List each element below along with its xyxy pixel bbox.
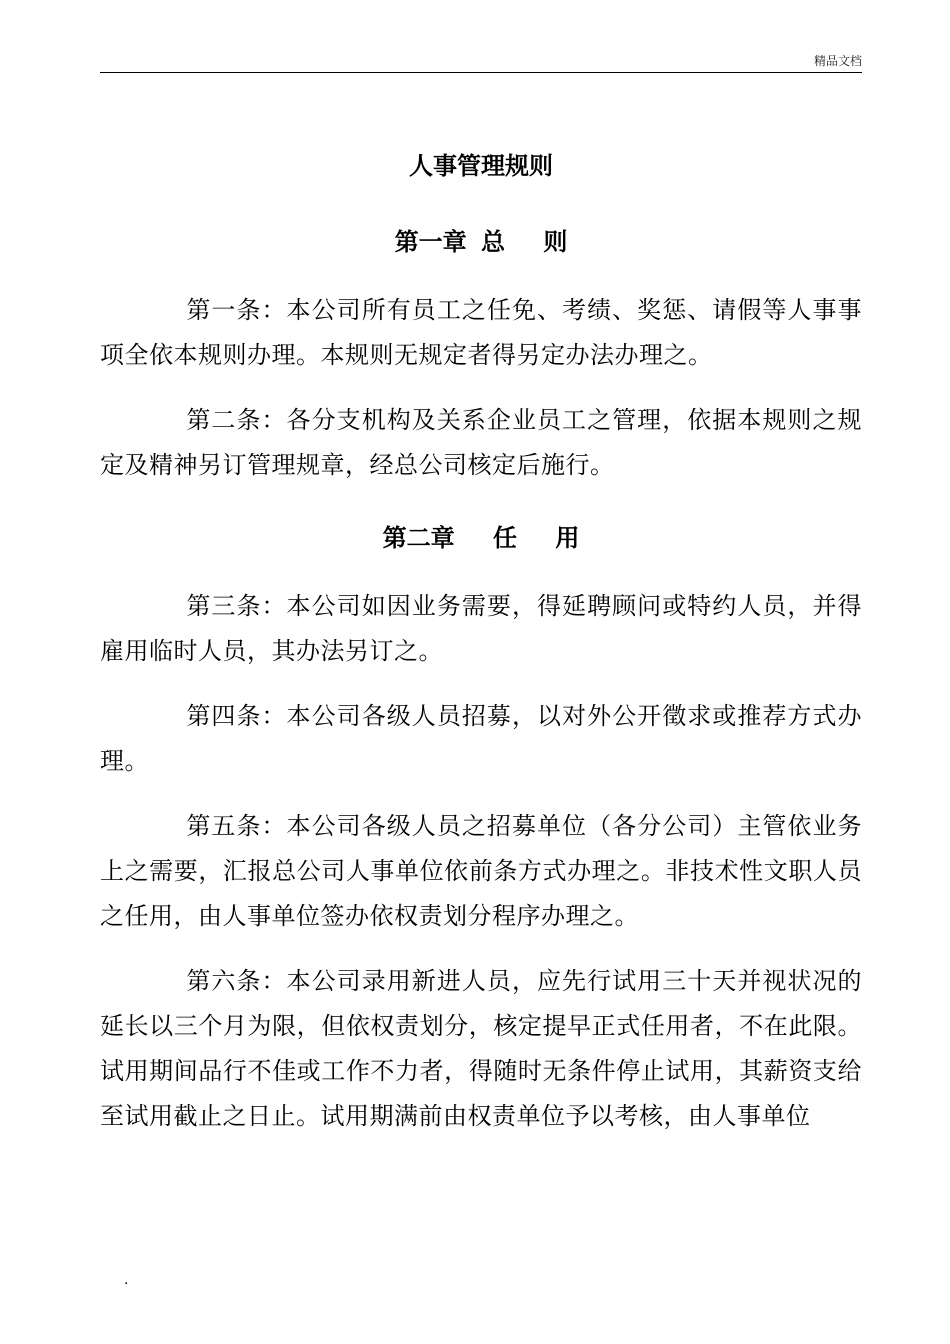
article-3: 第三条：本公司如因业务需要，得延聘顾问或特约人员，并得雇用临时人员，其办法另订之。 [100,592,862,665]
article-6: 第六条：本公司录用新进人员，应先行试用三十天并视状况的延长以三个月为限，但依权责划分，核定提早正式任用者，不在此限。试用期间品行不佳或工作不力者，得随时无条件停止试用，其薪资支给至试用截止之日止。试用期满前由权责单位予以考核，由人事单位 [100,967,862,1130]
chapter-heading-2 [100,512,862,564]
chapter-2-title-char-2: 用 [555,524,580,552]
article-2: 第二条：各分支机构及关系企业员工之管理，依据本规则之规定及精神另订管理规章，经总公司核定后施行。 [100,406,862,479]
article-5: 第五条：本公司各级人员之招募单位（各分公司）主管依业务上之需要，汇报总公司人事单位依前条方式办理之。非技术性文职人员之任用，由人事单位签办依权责划分程序办理之。 [100,812,862,930]
document-body [100,140,862,1159]
chapter-2-number: 第二章 [382,524,455,552]
header-label: 精品文档 [813,54,862,68]
chapter-heading-1 [100,216,862,268]
article-1: 第一条：本公司所有员工之任免、考绩、奖惩、请假等人事事项全依本规则办理。本规则无规定者得另定办法办理之。 [100,296,862,369]
chapter-1-title-char-1: 总 [481,228,505,256]
document-title: 人事管理规则 [409,152,553,180]
chapter-2-title-char-1: 任 [493,524,517,552]
chapter-1-number: 第一章 [394,228,467,256]
article-4: 第四条：本公司各级人员招募，以对外公开徵求或推荐方式办理。 [100,702,862,775]
header-divider [100,72,862,73]
chapter-1-title-char-2: 则 [543,228,568,256]
footer-mark: . [124,1272,129,1288]
